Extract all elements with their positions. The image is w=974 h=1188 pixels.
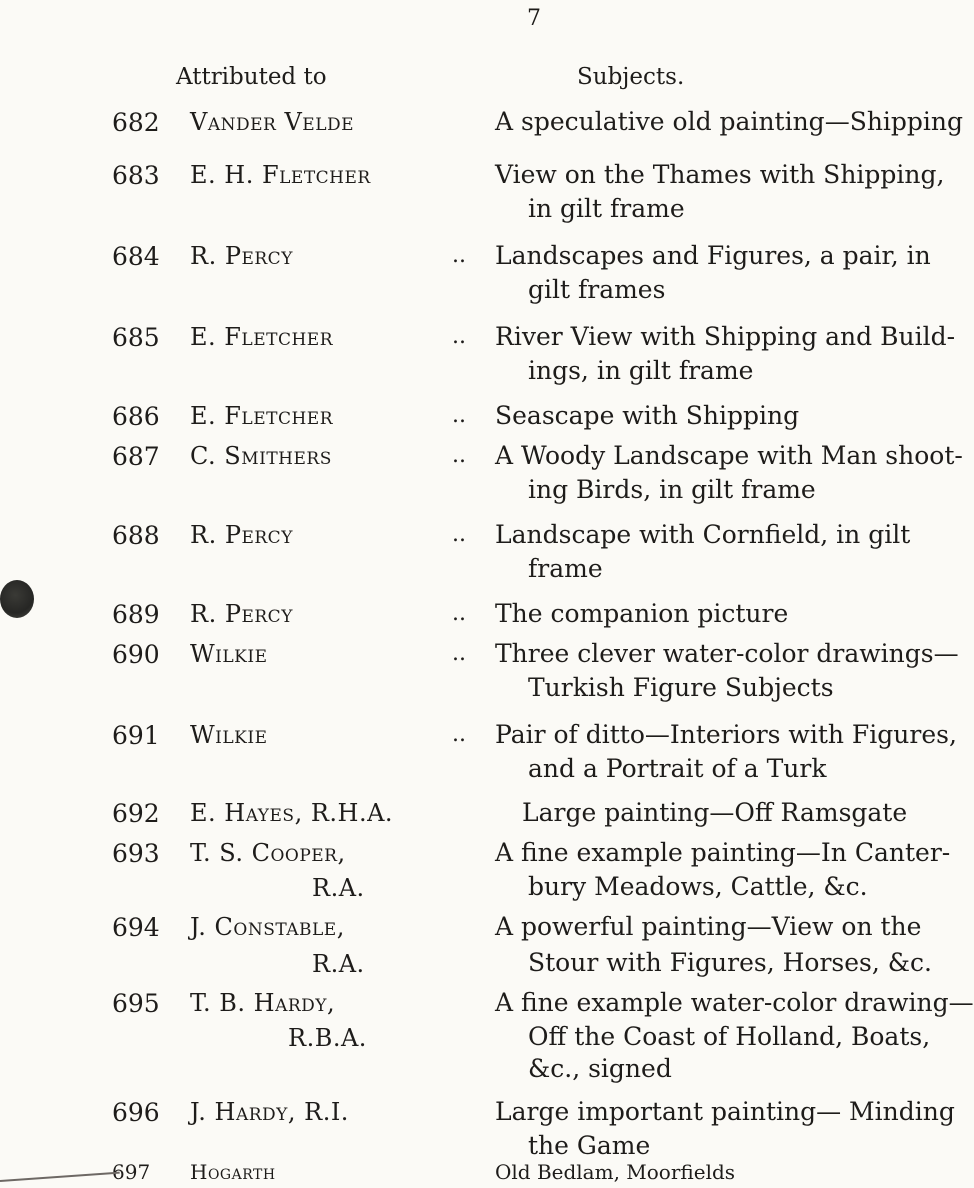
lot-subject: Large important painting— Minding bbox=[495, 1097, 955, 1126]
lot-artist: Wilkie bbox=[190, 721, 268, 749]
lot-number: 692 bbox=[112, 799, 160, 828]
lot-artist: Vander Velde bbox=[190, 108, 355, 136]
lot-artist: R. Percy bbox=[190, 600, 293, 628]
leader-dots: .. bbox=[452, 324, 466, 349]
lot-subject: Pair of ditto—Interiors with Figures, bbox=[495, 720, 957, 749]
leader-dots: .. bbox=[452, 601, 466, 626]
lot-number: 685 bbox=[112, 323, 160, 352]
lot-subject: Three clever water-color drawings— bbox=[495, 639, 959, 668]
lot-subject-cont: in gilt frame bbox=[528, 194, 685, 223]
lot-artist-cont: R.B.A. bbox=[288, 1024, 367, 1052]
lot-subject: View on the Thames with Shipping, bbox=[495, 160, 945, 189]
lot-subject-cont: ings, in gilt frame bbox=[528, 356, 754, 385]
lot-subject: Landscapes and Figures, a pair, in bbox=[495, 241, 931, 270]
lot-number: 690 bbox=[112, 640, 160, 669]
lot-artist: R. Percy bbox=[190, 242, 293, 270]
lot-artist-cont: R.A. bbox=[312, 874, 365, 902]
lot-number: 688 bbox=[112, 521, 160, 550]
lot-artist-cont: R.A. bbox=[312, 950, 365, 978]
lot-artist: Wilkie bbox=[190, 640, 268, 668]
lot-subject: Large painting—Off Ramsgate bbox=[522, 798, 908, 827]
lot-subject-cont: Stour with Figures, Horses, &c. bbox=[528, 948, 932, 977]
lot-subject-cont: ing Birds, in gilt frame bbox=[528, 475, 816, 504]
lot-subject: A Woody Landscape with Man shoot- bbox=[495, 441, 963, 470]
lot-number: 686 bbox=[112, 402, 160, 431]
lot-artist: E. Hayes, R.H.A. bbox=[190, 799, 394, 827]
lot-subject-cont: Turkish Figure Subjects bbox=[528, 673, 834, 702]
leader-dots: .. bbox=[452, 243, 466, 268]
lot-number: 684 bbox=[112, 242, 160, 271]
lot-subject: A powerful painting—View on the bbox=[495, 912, 922, 941]
lot-number: 695 bbox=[112, 989, 160, 1018]
lot-number: 683 bbox=[112, 161, 160, 190]
lot-artist: E. Fletcher bbox=[190, 402, 334, 430]
lot-number: 694 bbox=[112, 913, 160, 942]
lot-artist: J. Hardy, R.I. bbox=[190, 1098, 349, 1126]
lot-number: 697 bbox=[112, 1160, 151, 1184]
lot-artist: T. B. Hardy, bbox=[190, 989, 336, 1017]
ink-blot bbox=[0, 580, 34, 618]
lot-artist: C. Smithers bbox=[190, 442, 332, 470]
lot-subject-cont: and a Portrait of a Turk bbox=[528, 754, 827, 783]
lot-subject: Old Bedlam, Moorfields bbox=[495, 1160, 736, 1184]
lot-artist: E. Fletcher bbox=[190, 323, 334, 351]
lot-artist: E. H. Fletcher bbox=[190, 161, 371, 189]
lot-subject: River View with Shipping and Build- bbox=[495, 322, 956, 351]
lower-rows-clip bbox=[0, 1160, 800, 1188]
lot-subject-cont: gilt frames bbox=[528, 275, 666, 304]
lot-number: 696 bbox=[112, 1098, 160, 1127]
lot-subject: Seascape with Shipping bbox=[495, 401, 800, 430]
leader-dots: .. bbox=[452, 443, 466, 468]
lot-subject: A fine example water-color drawing— bbox=[495, 988, 974, 1017]
lot-subject-cont: the Game bbox=[528, 1131, 651, 1160]
lot-subject-cont: bury Meadows, Cattle, &c. bbox=[528, 872, 868, 901]
header-attributed: Attributed to bbox=[176, 64, 327, 90]
lot-number: 682 bbox=[112, 108, 160, 137]
leader-dots: .. bbox=[452, 641, 466, 666]
lot-number: 689 bbox=[112, 600, 160, 629]
lot-number: 687 bbox=[112, 442, 160, 471]
lot-subject: Landscape with Cornfield, in gilt bbox=[495, 520, 911, 549]
lot-artist: R. Percy bbox=[190, 521, 293, 549]
leader-dots: .. bbox=[452, 722, 466, 747]
lot-subject-cont: Off the Coast of Holland, Boats, bbox=[528, 1022, 931, 1051]
lot-number: 693 bbox=[112, 839, 160, 868]
lot-artist: J. Constable, bbox=[190, 913, 345, 941]
lot-subject-cont: frame bbox=[528, 554, 603, 583]
header-subjects: Subjects. bbox=[577, 64, 685, 90]
lot-artist: Hogarth bbox=[190, 1160, 276, 1184]
leader-dots: .. bbox=[452, 403, 466, 428]
lot-subject: A fine example painting—In Canter- bbox=[495, 838, 951, 867]
lot-artist: T. S. Cooper, bbox=[190, 839, 346, 867]
lot-subject-cont: &c., signed bbox=[528, 1054, 672, 1083]
page-number: 7 bbox=[527, 6, 541, 31]
lot-number: 691 bbox=[112, 721, 160, 750]
lot-subject: The companion picture bbox=[495, 599, 789, 628]
lot-subject: A speculative old painting—Shipping bbox=[495, 107, 964, 136]
leader-dots: .. bbox=[452, 522, 466, 547]
